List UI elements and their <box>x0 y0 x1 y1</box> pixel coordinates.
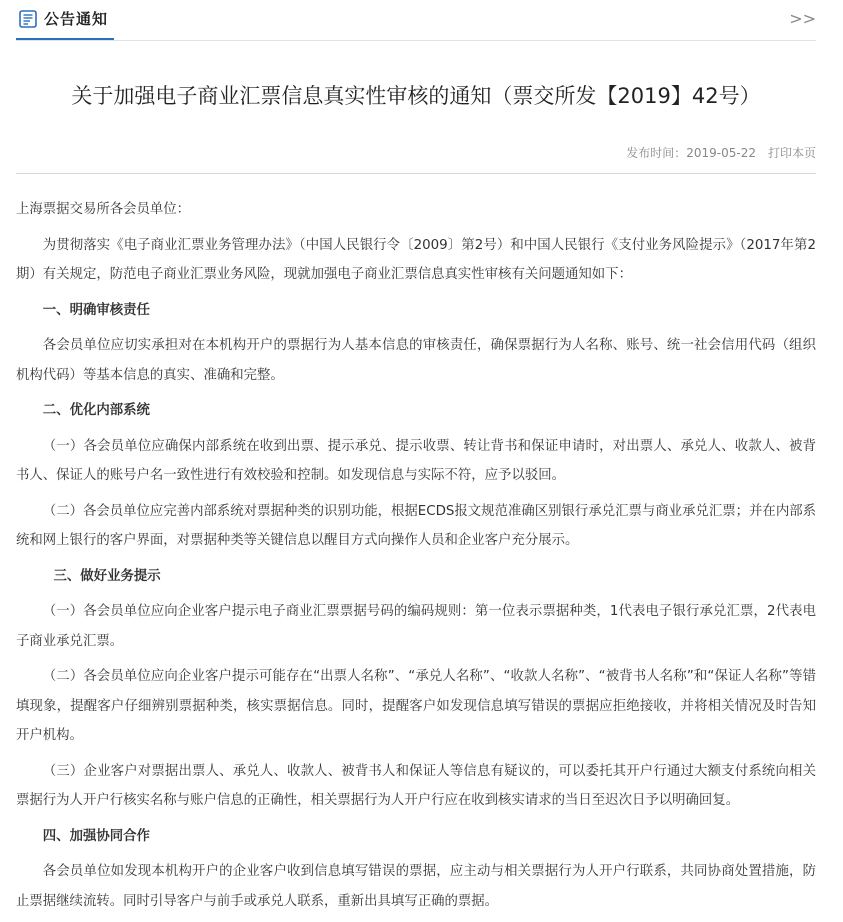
section-2-paragraph-2: （二）各会员单位应完善内部系统对票据种类的识别功能，根据ECDS报文规范准确区别银行承兑汇票与商业承兑汇票；并在内部系统和网上银行的客户界面，对票据种类等关键信息以醒目方式向操作人员和企业客户充分展示。 <box>16 503 816 548</box>
section-3-paragraph-3: （三）企业客户对票据出票人、承兑人、收款人、被背书人和保证人等信息有疑议的，可以委托其开户行通过大额支付系统向相关票据行为人开户行核实名称与账户信息的正确性，相关票据行为人开户行应在收到核实请求的当日至迟次日予以明确回复。 <box>16 763 816 808</box>
meta-divider <box>16 173 816 174</box>
section-heading-2: 二、优化内部系统 <box>42 403 150 418</box>
section-heading-3: 三、做好业务提示 <box>53 568 161 584</box>
article-title: 关于加强电子商业汇票信息真实性审核的通知（票交所发【2019】42号） <box>71 84 761 108</box>
section-3-paragraph-1: （一）各会员单位应向企业客户提示电子商业汇票票据号码的编码规则：第一位表示票据种类，1代表电子银行承兑汇票，2代表电子商业承兑汇票。 <box>16 604 816 649</box>
section-1-paragraph: 各会员单位应切实承担对在本机构开户的票据行为人基本信息的审核责任，确保票据行为人名称、账号、统一社会信用代码（组织机构代码）等基本信息的真实、准确和完整。 <box>16 338 816 383</box>
article-meta <box>626 144 816 162</box>
document-icon <box>18 9 38 29</box>
intro-paragraph: 为贯彻落实《电子商业汇票业务管理办法》（中国人民银行令〔2009〕第2号）和中国人民银行《支付业务风险提示》（2017年第2期）有关规定，防范电子商业汇票业务风险，现就加强电子商业汇票信息真实性审核有关问题通知如下： <box>16 237 816 282</box>
salutation: 上海票据交易所各会员单位： <box>16 202 191 217</box>
publish-time: 发布时间：2019-05-22 <box>626 146 756 160</box>
section-heading-4: 四、加强协同合作 <box>42 828 150 844</box>
double-chevron-right-icon[interactable]: >> <box>789 9 816 28</box>
print-page-link[interactable]: 打印本页 <box>767 146 816 160</box>
section-header <box>16 0 816 41</box>
section-heading-1: 一、明确审核责任 <box>42 302 150 318</box>
header-tab-announcements[interactable] <box>16 0 114 40</box>
section-3-paragraph-2: （二）各会员单位应向企业客户提示可能存在“出票人名称”、“承兑人名称”、“收款人名称”、“被背书人名称”和“保证人名称”等错填现象，提醒客户仔细辨别票据种类，核实票据信息。同时，提醒客户如发现信息填写错误的票据应拒绝接收，并将相关情况及时告知开户机构。 <box>16 669 816 743</box>
header-title: 公告通知 <box>44 10 109 28</box>
article-body <box>16 195 816 922</box>
section-4-paragraph: 各会员单位如发现本机构开户的企业客户收到信息填写错误的票据，应主动与相关票据行为人开户行联系，共同协商处置措施，防止票据继续流转。同时引导客户与前手或承兑人联系，重新出具填写正确的票据。 <box>16 864 816 909</box>
section-2-paragraph-1: （一）各会员单位应确保内部系统在收到出票、提示承兑、提示收票、转让背书和保证申请时，对出票人、承兑人、收款人、被背书人、保证人的账号户名一致性进行有效校验和控制。如发现信息与实际不符，应予以驳回。 <box>16 438 816 483</box>
